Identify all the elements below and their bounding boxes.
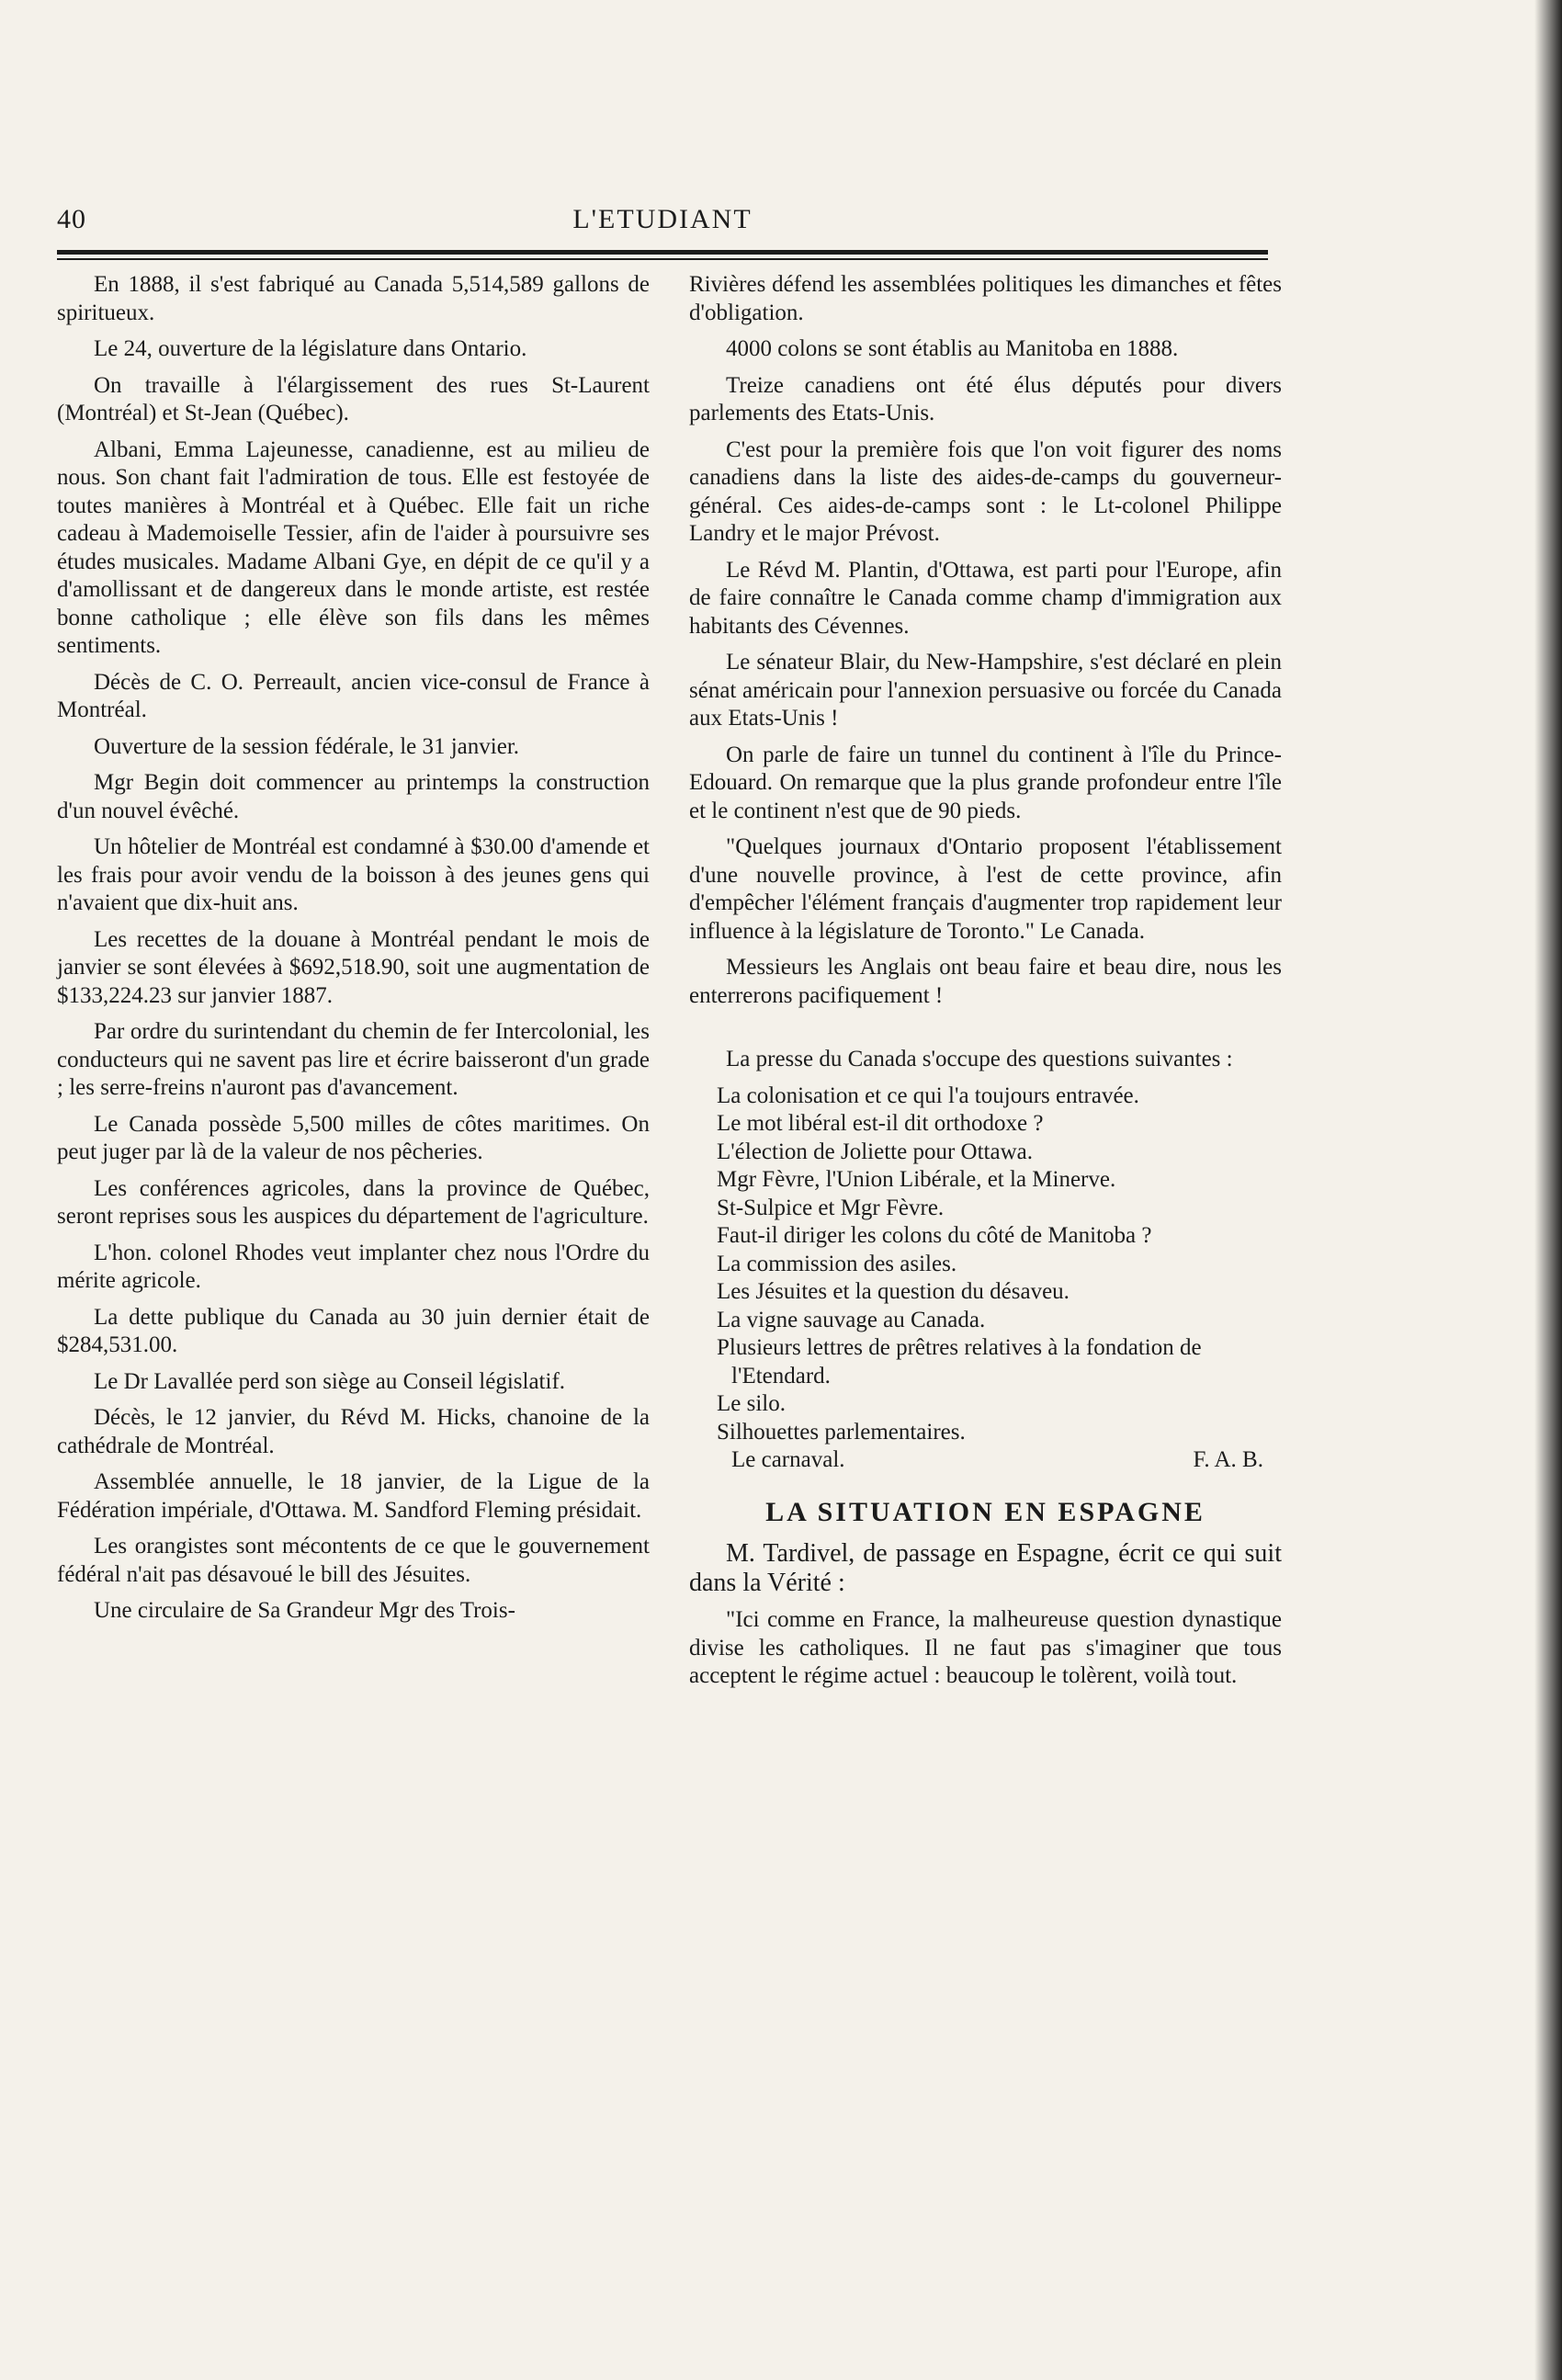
news-item: Les orangistes sont mécontents de ce que le gouvernement fédéral n'ait pas désavoué le bill des Jésuites. [57, 1534, 650, 1587]
press-topic: Faut-il diriger les colons du côté de Manitoba ? [717, 1223, 1152, 1248]
press-topic: L'élection de Joliette pour Ottawa. [717, 1139, 1033, 1164]
page-number: 40 [57, 204, 86, 234]
news-item: Le 24, ouverture de la législature dans Ontario. [94, 336, 527, 361]
header-rule-thin [57, 258, 1268, 260]
press-topic: Le mot libéral est-il dit orthodoxe ? [717, 1111, 1044, 1136]
article-paragraph: "Ici comme en France, la malheureuse question dynastique divise les catholiques. Il ne faut pas s'imaginer que tous acceptent le régime actuel : beaucoup le tolèrent, voilà tout. [689, 1607, 1282, 1688]
header-rule-thick [57, 250, 1268, 255]
press-topic: La commission des asiles. [717, 1251, 957, 1276]
news-item: Une circulaire de Sa Grandeur Mgr des Trois- [94, 1598, 515, 1623]
press-topic: Le silo. [717, 1391, 786, 1416]
news-item: Rivières défend les assemblées politiques les dimanches et fêtes d'obligation. [689, 272, 1282, 325]
right-column [689, 271, 1282, 1699]
press-topic: Plusieurs lettres de prêtres relatives à la fondation de l'Etendard. [717, 1335, 1202, 1388]
page-header [57, 204, 1268, 241]
press-topic-last [689, 1446, 1282, 1475]
news-item: Le sénateur Blair, du New-Hampshire, s'est déclaré en plein sénat américain pour l'annexion persuasive ou forcée du Canada aux Etats-Unis ! [689, 650, 1282, 731]
section-title: LA SITUATION EN ESPAGNE [765, 1496, 1205, 1527]
news-item: Le Révd M. Plantin, d'Ottawa, est parti pour l'Europe, afin de faire connaître le Canada comme champ d'immigration aux habitants des Cévennes. [689, 557, 1282, 639]
news-item: Mgr Begin doit commencer au printemps la construction d'un nouvel évêché. [57, 770, 650, 823]
news-item: En 1888, il s'est fabriqué au Canada 5,514,589 gallons de spiritueux. [57, 272, 650, 325]
news-item: C'est pour la première fois que l'on voit figurer des noms canadiens dans la liste des aides-de-camps du gouverneur-général. Ces aides-de-camps sont : le Lt-colonel Philippe Landry et le major Prévost. [689, 436, 1282, 546]
news-item: L'hon. colonel Rhodes veut implanter chez nous l'Ordre du mérite agricole. [57, 1240, 650, 1293]
news-item: On parle de faire un tunnel du continent à l'île du Prince-Edouard. On remarque que la plus grande profondeur entre l'île et le continent n'est que de 90 pieds. [689, 742, 1282, 823]
news-item: Le Dr Lavallée perd son siège au Conseil législatif. [94, 1368, 566, 1394]
news-item: Assemblée annuelle, le 18 janvier, de la Ligue de la Fédération impériale, d'Ottawa. M. Sandford Fleming présidait. [57, 1469, 650, 1523]
news-item: Les recettes de la douane à Montréal pendant le mois de janvier se sont élevées à $692,518.90, soit une augmentation de $133,224.23 sur janvier 1887. [57, 926, 650, 1008]
news-item: Treize canadiens ont été élus députés pour divers parlements des Etats-Unis. [689, 372, 1282, 425]
press-topic: Les Jésuites et la question du désaveu. [717, 1279, 1070, 1304]
press-topic: St-Sulpice et Mgr Fèvre. [717, 1195, 945, 1220]
press-topic: Silhouettes parlementaires. [717, 1419, 966, 1445]
author-signature: F. A. B. [1193, 1447, 1263, 1472]
news-item: Messieurs les Anglais ont beau faire et beau dire, nous les enterrerons pacifiquement ! [689, 955, 1282, 1008]
news-item: Décès, le 12 janvier, du Révd M. Hicks, chanoine de la cathédrale de Montréal. [57, 1405, 650, 1458]
spacer [689, 1018, 1282, 1046]
news-item: 4000 colons se sont établis au Manitoba en 1888. [726, 336, 1179, 361]
article-paragraph: M. Tardivel, de passage en Espagne, écrit ce qui suit dans la Vérité : [689, 1539, 1282, 1597]
news-item: Décès de C. O. Perreault, ancien vice-consul de France à Montréal. [57, 669, 650, 722]
news-item: La dette publique du Canada au 30 juin dernier était de $284,531.00. [57, 1304, 650, 1357]
news-item: Le Canada possède 5,500 milles de côtes maritimes. On peut juger par là de la valeur de nos pêcheries. [57, 1111, 650, 1164]
press-topic: Mgr Fèvre, l'Union Libérale, et la Minerve. [717, 1167, 1116, 1192]
news-item: On travaille à l'élargissement des rues St-Laurent (Montréal) et St-Jean (Québec). [57, 372, 650, 425]
page-edge-shadow [1534, 0, 1562, 2380]
news-item: Albani, Emma Lajeunesse, canadienne, est au milieu de nous. Son chant fait l'admiration de tous. Elle est festoyée de toutes manières à Montréal et à Québec. Elle fait un riche cadeau à Mademoiselle Tessier, afin de l'aider à poursuivre ses études musicales. Madame Albani Gye, en dépit de ce qu'il y a d'amollissant et de dangereux dans le monde artiste, est restée bonne catholique ; elle élève son fils dans les mêmes sentiments. [57, 436, 650, 658]
press-intro: La presse du Canada s'occupe des questions suivantes : [726, 1047, 1233, 1071]
press-topic: Le carnaval. [731, 1447, 845, 1472]
news-item: Ouverture de la session fédérale, le 31 janvier. [94, 733, 520, 759]
news-item: Les conférences agricoles, dans la province de Québec, seront reprises sous les auspices du département de l'agriculture. [57, 1175, 650, 1229]
news-item: "Quelques journaux d'Ontario proposent l'établissement d'une nouvelle province, à l'est de cette province, afin d'empêcher l'élément français d'augmenter trop rapidement leur influence à la législature de Toronto." Le Canada. [689, 834, 1282, 944]
news-item: Un hôtelier de Montréal est condamné à $30.00 d'amende et les frais pour avoir vendu de la boisson à des jeunes gens qui n'avaient que dix-huit ans. [57, 834, 650, 915]
news-item: Par ordre du surintendant du chemin de fer Intercolonial, les conducteurs qui ne savent pas lire et écrire baisseront d'un grade ; les serre-freins n'auront pas d'avancement. [57, 1019, 650, 1100]
running-title: L'ETUDIANT [572, 204, 753, 234]
left-column [57, 271, 650, 1634]
press-topic: La colonisation et ce qui l'a toujours entravée. [717, 1082, 1139, 1108]
press-topic: La vigne sauvage au Canada. [717, 1307, 986, 1332]
